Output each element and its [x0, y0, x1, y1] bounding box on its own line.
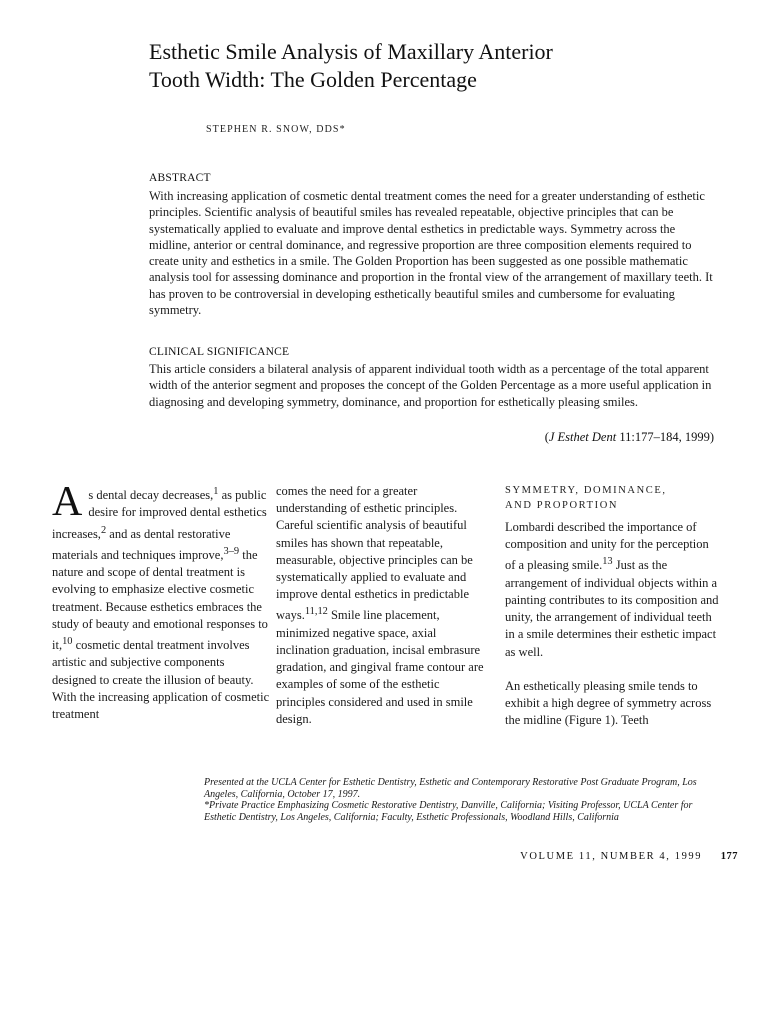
column-1-paragraph	[52, 479, 270, 723]
footnotes	[204, 777, 724, 823]
body-column-3	[505, 483, 720, 729]
citation-ref: 11:177–184, 1999)	[616, 430, 714, 444]
text-run: Smile line placement, minimized negative space, axial inclination graduation, incisal embrasure gradation, and gingival frame contour are examples of some of the esthetic principles considered and used in smile design.	[276, 608, 484, 726]
page-number: 177	[720, 851, 738, 862]
reference-superscript: 2	[100, 524, 107, 536]
reference-superscript: 1	[213, 486, 219, 497]
section-heading-line: AND PROPORTION	[505, 500, 619, 511]
citation-open: (	[544, 430, 549, 444]
text-run: Just as the arrangement of individual objects within a painting contributes to its composition and unity, the arrangement of individual teeth in a smile determines their esthetic impact as well.	[505, 558, 719, 659]
volume-info: VOLUME 11, NUMBER 4, 1999	[520, 851, 703, 862]
author-byline: STEPHEN R. SNOW, DDS*	[206, 124, 346, 135]
footnote-presented: Presented at the UCLA Center for Esthetic Dentistry, Esthetic and Contemporary Restorative Post Graduate Program, Los Angeles, California, October 17, 1997.	[204, 777, 697, 800]
clinical-significance-heading: CLINICAL SIGNIFICANCE	[149, 346, 290, 358]
page-footer	[520, 851, 738, 862]
text-run: s dental decay decreases,	[88, 488, 214, 503]
reference-superscript: 13	[602, 556, 613, 568]
text-run: cosmetic dental treatment involves artistic and subjective components designed to create the illusion of beauty. With the increasing application of cosmetic treatment	[52, 638, 270, 722]
abstract-heading: ABSTRACT	[149, 172, 211, 184]
body-column-1	[52, 479, 270, 723]
title-line-2: Tooth Width: The Golden Percentage	[149, 67, 477, 92]
section-heading-line: SYMMETRY, DOMINANCE,	[505, 485, 667, 496]
drop-cap: A	[52, 479, 83, 525]
journal-citation	[545, 430, 714, 445]
abstract-text: With increasing application of cosmetic dental treatment comes the need for a greater understanding of esthetic principles. Scientific analysis of beautiful smiles has revealed repeatable, objective principles that can be systematically applied to evaluate and improve dental esthetics in predictable ways. Symmetry across the midline, anterior or central dominance, and regressive proportion are three composition elements required to create unity and esthetics in a smile. The Golden Proportion has been suggested as one possible mathematic analysis tool for assessing dominance and proportion in the frontal view of the arrangement of maxillary teeth. It has proven to be controversial in developing esthetically beautiful smiles and cumbersome for evaluating symmetry.	[149, 189, 713, 318]
text-run: Lombardi described the importance of composition and unity for the perception of a pleasing smile.	[505, 520, 709, 573]
citation-journal: J Esthet Dent	[548, 430, 617, 444]
text-run: comes the need for a greater understanding of esthetic principles. Careful scientific analysis of beautiful smiles has shown that repeatable, measurable, objective principles can be systematically applied to evaluate and improve dental esthetics in predictable ways.	[276, 484, 473, 623]
article-title	[149, 38, 669, 94]
title-line-1: Esthetic Smile Analysis of Maxillary Anterior	[149, 39, 553, 64]
section-heading	[505, 483, 720, 513]
column-3-paragraph-2: An esthetically pleasing smile tends to exhibit a high degree of symmetry across the midline (Figure 1). Teeth	[505, 678, 712, 728]
text-run: as public desire for improved dental esthetics increases,	[52, 488, 267, 541]
clinical-significance-text: This article considers a bilateral analysis of apparent individual tooth width as a percentage of the total apparent width of the anterior segment and proposes the concept of the Golden Percentage as a more useful application in diagnosing and developing symmetry, dominance, and proportion for esthetically pleasing smiles.	[149, 362, 712, 409]
reference-superscript: 11,12	[304, 606, 328, 618]
text-run: the nature and scope of dental treatment is evolving to emphasize elective cosmetic treatment. Because esthetics embraces the study of beauty and emotional responses to it,	[52, 548, 268, 653]
reference-superscript: 10	[62, 636, 73, 648]
body-column-2	[276, 483, 491, 728]
footnote-affiliation: *Private Practice Emphasizing Cosmetic Restorative Dentistry, Danville, California; Visiting Professor, UCLA Center for Esthetic Dentistry, Los Angeles, California; Faculty, Esthetic Professionals, Woodland Hills, California	[204, 800, 693, 823]
text-run: and as dental restorative materials and techniques improve,	[52, 526, 231, 563]
column-3-paragraph-1	[505, 519, 720, 661]
reference-superscript: 3–9	[223, 545, 240, 557]
column-2-paragraph	[276, 483, 491, 728]
